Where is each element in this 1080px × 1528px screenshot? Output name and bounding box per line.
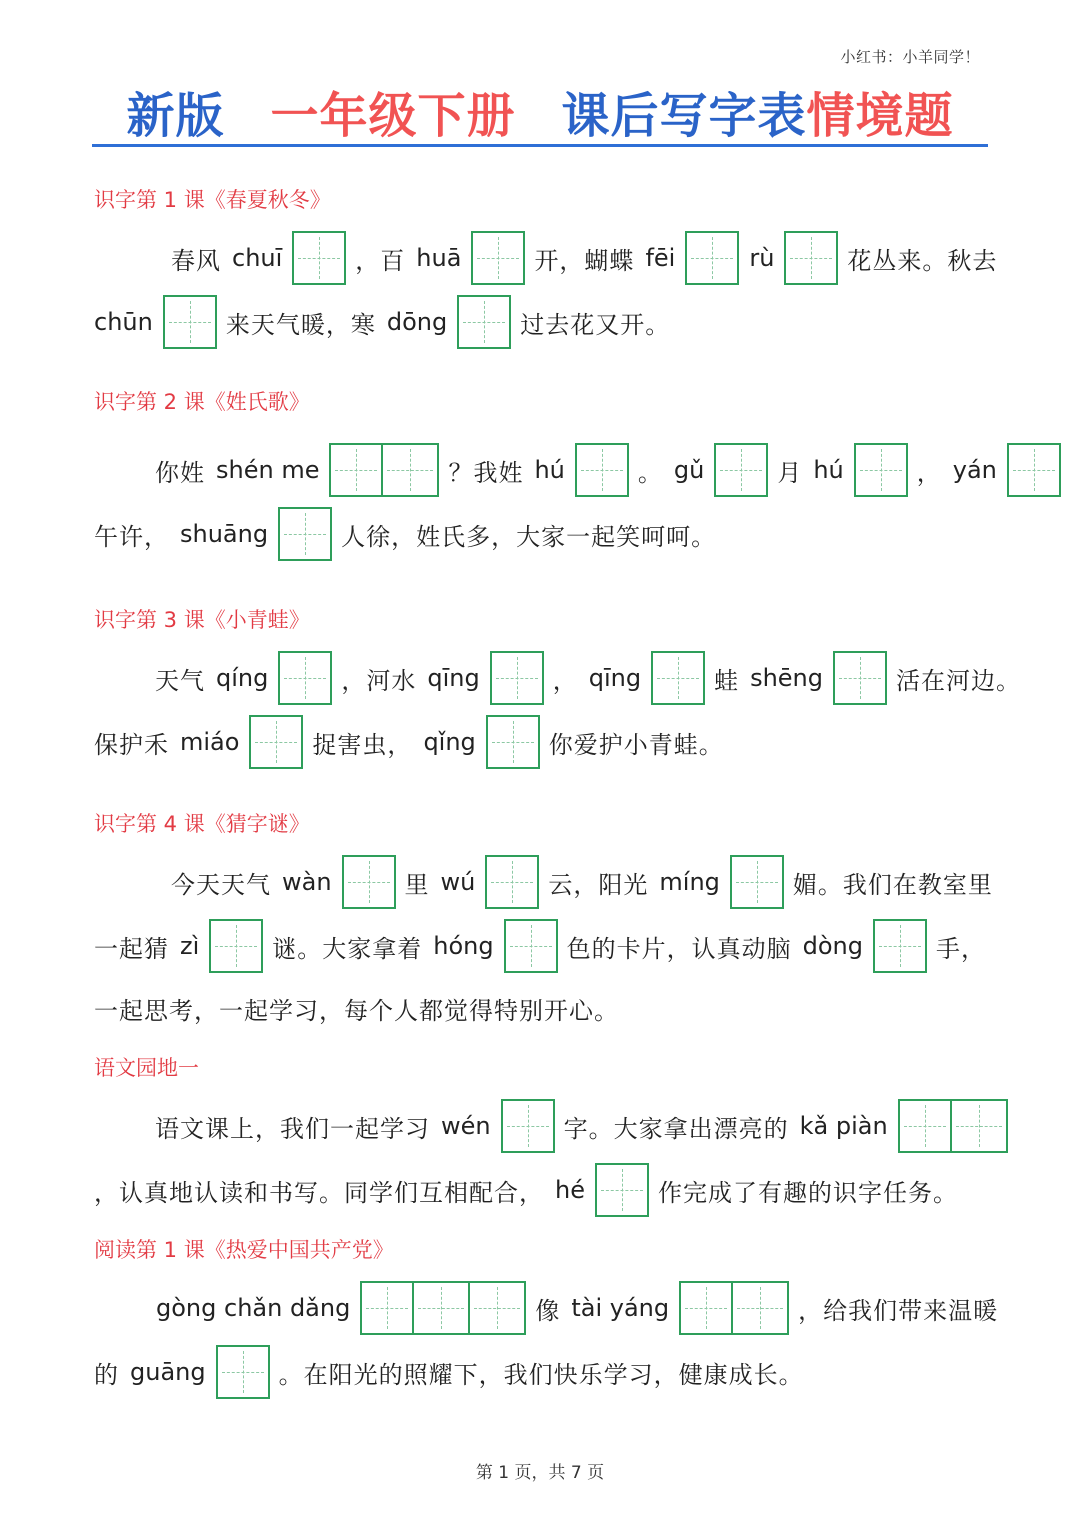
writing-box[interactable] bbox=[470, 1281, 526, 1335]
text: 字。大家拿出漂亮的 bbox=[563, 1114, 789, 1143]
writing-box[interactable] bbox=[714, 443, 768, 497]
text-line bbox=[94, 226, 998, 290]
writing-box-group[interactable] bbox=[501, 1099, 555, 1153]
pinyin: qīng bbox=[427, 664, 480, 692]
writing-box-group[interactable] bbox=[471, 231, 525, 285]
writing-box-group[interactable] bbox=[485, 855, 539, 909]
writing-box[interactable] bbox=[163, 295, 217, 349]
writing-box[interactable] bbox=[457, 295, 511, 349]
writing-box[interactable] bbox=[501, 1099, 555, 1153]
writing-box-group[interactable] bbox=[292, 231, 346, 285]
writing-box[interactable] bbox=[733, 1281, 789, 1335]
title-part-4: 情境题 bbox=[806, 88, 954, 144]
writing-box[interactable] bbox=[490, 651, 544, 705]
writing-box-group[interactable] bbox=[490, 651, 544, 705]
page-title bbox=[92, 80, 988, 147]
text: 像 bbox=[535, 1296, 561, 1325]
text: 春风 bbox=[171, 246, 221, 275]
text: ，给我们带来温暖 bbox=[798, 1296, 999, 1325]
pinyin: hú bbox=[813, 456, 844, 484]
text: 保护禾 bbox=[94, 730, 169, 759]
text: 云，阳光 bbox=[548, 870, 649, 899]
writing-box-group[interactable] bbox=[685, 231, 739, 285]
text: ，河水 bbox=[341, 666, 417, 695]
text-line bbox=[94, 1340, 988, 1404]
pinyin: wén bbox=[441, 1112, 491, 1140]
pinyin: zì bbox=[180, 932, 200, 960]
writing-box[interactable] bbox=[292, 231, 346, 285]
writing-box-group[interactable] bbox=[504, 919, 558, 973]
text: 活在河边。 bbox=[896, 666, 1022, 695]
writing-box-group[interactable] bbox=[833, 651, 887, 705]
writing-box-group[interactable] bbox=[342, 855, 396, 909]
pinyin: qīng bbox=[588, 664, 642, 692]
writing-box[interactable] bbox=[360, 1281, 414, 1335]
pinyin: fēi bbox=[645, 244, 676, 272]
text: ， bbox=[916, 458, 942, 487]
text: 花丛来。秋去 bbox=[847, 246, 998, 275]
brand-watermark: 小红书：小羊同学！ bbox=[840, 48, 980, 66]
text: 里 bbox=[404, 870, 430, 899]
writing-box[interactable] bbox=[1007, 443, 1061, 497]
title-part-1: 新版 bbox=[126, 88, 225, 144]
text: 色的卡片，认真动脑 bbox=[566, 934, 792, 963]
pinyin: gòng chǎn dǎng bbox=[156, 1294, 351, 1322]
writing-box[interactable] bbox=[216, 1345, 270, 1399]
text-line bbox=[94, 290, 988, 354]
text-line bbox=[94, 502, 988, 566]
writing-box-group[interactable] bbox=[595, 1163, 649, 1217]
writing-box-group[interactable] bbox=[278, 507, 332, 561]
writing-box[interactable] bbox=[329, 443, 383, 497]
text: 的 bbox=[94, 1360, 119, 1389]
pinyin: qíng bbox=[216, 664, 269, 692]
text-line bbox=[94, 1094, 988, 1158]
writing-box-group[interactable] bbox=[714, 443, 768, 497]
writing-box[interactable] bbox=[278, 507, 332, 561]
title-part-2: 一年级下册 bbox=[270, 88, 516, 144]
text: 作完成了有趣的识字任务。 bbox=[657, 1178, 958, 1207]
text-line bbox=[94, 646, 1022, 710]
writing-box-group[interactable] bbox=[784, 231, 838, 285]
writing-box-group[interactable] bbox=[360, 1281, 526, 1335]
text: ，百 bbox=[355, 246, 406, 275]
text: 午许， bbox=[94, 522, 169, 551]
text: ， bbox=[552, 666, 578, 695]
writing-box[interactable] bbox=[730, 855, 784, 909]
pinyin: miáo bbox=[180, 728, 240, 756]
pinyin: shēng bbox=[750, 664, 824, 692]
section-heading: 识字第 2 课《姓氏歌》 bbox=[94, 390, 310, 414]
pinyin: yán bbox=[952, 456, 997, 484]
writing-box[interactable] bbox=[249, 715, 303, 769]
writing-box-group[interactable] bbox=[651, 651, 705, 705]
text-line bbox=[94, 438, 997, 502]
pinyin: chuī bbox=[232, 244, 283, 272]
pinyin: kǎ piàn bbox=[799, 1112, 888, 1140]
text: 月 bbox=[777, 458, 803, 487]
writing-box[interactable] bbox=[679, 1281, 733, 1335]
title-part-3: 课后写字表 bbox=[561, 88, 807, 144]
text: 开，蝴蝶 bbox=[534, 246, 635, 275]
pinyin: wú bbox=[440, 868, 476, 896]
text: 。在阳光的照耀下，我们快乐学习，健康成长。 bbox=[278, 1360, 804, 1389]
writing-box[interactable] bbox=[595, 1163, 649, 1217]
text: 你姓 bbox=[155, 458, 205, 487]
pinyin: qǐng bbox=[423, 728, 476, 756]
writing-box[interactable] bbox=[685, 231, 739, 285]
writing-box-group[interactable] bbox=[249, 715, 303, 769]
pinyin: shén me bbox=[216, 456, 320, 484]
section-heading: 阅读第 1 课《热爱中国共产党》 bbox=[94, 1238, 394, 1262]
pinyin: hú bbox=[534, 456, 565, 484]
pinyin: gǔ bbox=[673, 456, 705, 484]
text: 天气 bbox=[155, 666, 205, 695]
pinyin: dōng bbox=[386, 308, 448, 336]
text: 过去花又开。 bbox=[520, 310, 671, 339]
text-line bbox=[94, 914, 988, 978]
writing-box[interactable] bbox=[651, 651, 705, 705]
text: 谜。大家拿着 bbox=[272, 934, 423, 963]
text: 来天气暖，寒 bbox=[225, 310, 376, 339]
writing-box-group[interactable] bbox=[457, 295, 511, 349]
text: 媚。我们在教室里 bbox=[792, 870, 993, 899]
writing-box-group[interactable] bbox=[329, 443, 439, 497]
writing-box[interactable] bbox=[383, 443, 439, 497]
pinyin: tài yáng bbox=[571, 1294, 670, 1322]
writing-box-group[interactable] bbox=[209, 919, 263, 973]
pinyin: wàn bbox=[282, 868, 332, 896]
writing-box[interactable] bbox=[504, 919, 558, 973]
writing-box-group[interactable] bbox=[575, 443, 629, 497]
writing-box[interactable] bbox=[485, 855, 539, 909]
page-number: 第 1 页，共 7 页 bbox=[475, 1463, 605, 1483]
text: 。 bbox=[637, 458, 663, 487]
text: 捉害虫， bbox=[312, 730, 413, 759]
writing-box[interactable] bbox=[209, 919, 263, 973]
text: 人徐，姓氏多，大家一起笑呵呵。 bbox=[341, 522, 717, 551]
text-line bbox=[94, 850, 993, 914]
writing-box-group[interactable] bbox=[730, 855, 784, 909]
pinyin: hé bbox=[555, 1176, 585, 1204]
writing-box-group[interactable] bbox=[163, 295, 217, 349]
text: 一起猜 bbox=[94, 934, 169, 963]
writing-box[interactable] bbox=[575, 443, 629, 497]
writing-box-group[interactable] bbox=[278, 651, 332, 705]
writing-box[interactable] bbox=[414, 1281, 470, 1335]
section-heading: 识字第 1 课《春夏秋冬》 bbox=[94, 188, 331, 212]
writing-box[interactable] bbox=[784, 231, 838, 285]
writing-box-group[interactable] bbox=[1007, 443, 1061, 497]
writing-box[interactable] bbox=[854, 443, 908, 497]
writing-box[interactable] bbox=[471, 231, 525, 285]
writing-box[interactable] bbox=[486, 715, 540, 769]
pinyin: huā bbox=[416, 244, 462, 272]
text: 你爱护小青蛙。 bbox=[548, 730, 724, 759]
text: 一起思考，一起学习，每个人都觉得特别开心。 bbox=[94, 996, 619, 1025]
text: 手， bbox=[935, 934, 986, 963]
text-line bbox=[94, 1276, 999, 1340]
text-line bbox=[94, 710, 988, 774]
section-heading: 识字第 3 课《小青蛙》 bbox=[94, 608, 310, 632]
pinyin: shuāng bbox=[180, 520, 269, 548]
text: 语文课上，我们一起学习 bbox=[155, 1114, 430, 1143]
writing-box[interactable] bbox=[898, 1099, 952, 1153]
writing-box-group[interactable] bbox=[216, 1345, 270, 1399]
writing-box-group[interactable] bbox=[486, 715, 540, 769]
writing-box[interactable] bbox=[873, 919, 927, 973]
section-heading: 语文园地一 bbox=[94, 1056, 199, 1080]
writing-box[interactable] bbox=[833, 651, 887, 705]
text: ？我姓 bbox=[448, 458, 524, 487]
pinyin: míng bbox=[659, 868, 720, 896]
pinyin: chūn bbox=[94, 308, 153, 336]
text-line bbox=[94, 976, 988, 1040]
pinyin: guāng bbox=[130, 1358, 206, 1386]
writing-box[interactable] bbox=[342, 855, 396, 909]
writing-box[interactable] bbox=[278, 651, 332, 705]
writing-box[interactable] bbox=[952, 1099, 1008, 1153]
text: 今天天气 bbox=[171, 870, 271, 899]
text: ，认真地认读和书写。同学们互相配合， bbox=[94, 1178, 544, 1207]
pinyin: rù bbox=[749, 244, 775, 272]
writing-box-group[interactable] bbox=[873, 919, 927, 973]
pinyin: hóng bbox=[433, 932, 494, 960]
text: 蛙 bbox=[714, 666, 740, 695]
text-line bbox=[94, 1158, 988, 1222]
writing-box-group[interactable] bbox=[679, 1281, 789, 1335]
writing-box-group[interactable] bbox=[898, 1099, 1008, 1153]
pinyin: dòng bbox=[802, 932, 863, 960]
writing-box-group[interactable] bbox=[854, 443, 908, 497]
section-heading: 识字第 4 课《猜字谜》 bbox=[94, 812, 310, 836]
